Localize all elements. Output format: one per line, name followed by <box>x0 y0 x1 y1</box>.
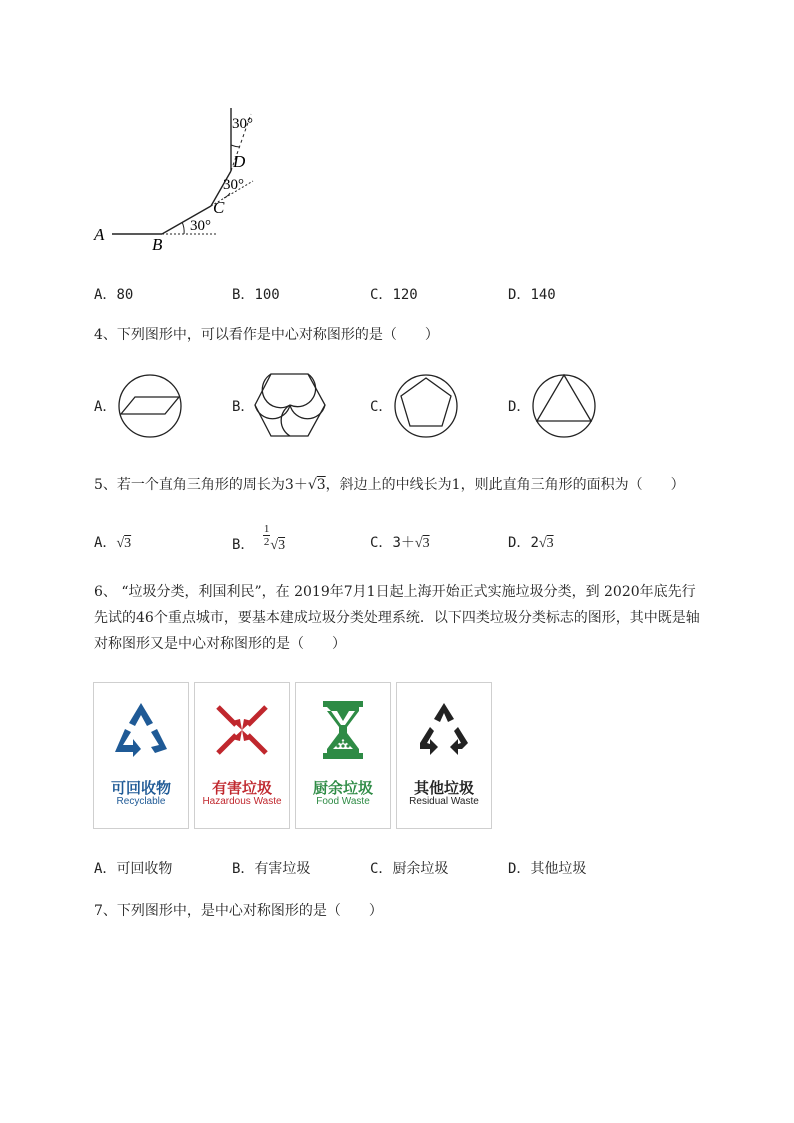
q4-option-c-letter: C． <box>370 399 393 415</box>
card-title-en: Hazardous Waste <box>202 796 282 807</box>
q6-stem-line3: 对称图形又是中心对称图形的是（ ） <box>94 636 346 652</box>
hazard-icon <box>212 699 272 761</box>
card-title-zh: 厨余垃圾 <box>312 779 373 797</box>
circle-triangle-shape <box>531 373 597 439</box>
card-title-zh: 可回收物 <box>110 779 171 797</box>
angle-label-3: 30° <box>232 116 253 132</box>
card-title-en: Residual Waste <box>409 796 479 807</box>
q5-option-a: A．√3 <box>94 535 132 551</box>
q5-option-c: C．3＋√3 <box>370 535 430 551</box>
label-A: A <box>94 225 105 244</box>
q4-option-d-letter: D． <box>508 399 531 415</box>
label-B: B <box>152 235 163 254</box>
q7-stem: 7、下列图形中，是中心对称图形的是（ ） <box>94 903 383 919</box>
q4-stem: 4、下列图形中，可以看作是中心对称图形的是（ ） <box>94 327 439 343</box>
q6-stem-line1: 6、 “垃圾分类，利国利民”，在 2019年7月1日起上海开始正式实施垃圾分类，到 2020年底先行 <box>94 584 696 600</box>
recycle-icon <box>111 699 171 761</box>
label-C: C <box>213 198 225 217</box>
circle-pentagon-shape <box>393 373 459 439</box>
residual-icon <box>414 699 474 761</box>
q3-option-a: A．80 <box>94 287 134 303</box>
q6-option-d: D．其他垃圾 <box>508 861 587 877</box>
angle-label-2: 30° <box>223 177 244 193</box>
q6-option-b: B．有害垃圾 <box>232 861 311 877</box>
q4-option-a-letter: A． <box>94 399 117 415</box>
q4-option-b-letter: B． <box>232 399 255 415</box>
angle-label-1: 30° <box>190 218 211 234</box>
q6-option-c: C．厨余垃圾 <box>370 861 449 877</box>
circle-parallelogram-shape <box>117 373 183 439</box>
q6-stem-line2: 先试的46个重点城市，要基本建成垃圾分类处理系统．以下四类垃圾分类标志的图形，其中既是轴 <box>94 610 700 626</box>
card-title-en: Food Waste <box>316 796 370 807</box>
q5-stem: 5、若一个直角三角形的周长为3＋√3，斜边上的中线长为1，则此直角三角形的面积为（ ） <box>94 477 685 493</box>
q5-option-d: D．2√3 <box>508 535 554 551</box>
bent-path-figure <box>88 100 268 255</box>
q3-option-c: C．120 <box>370 287 418 303</box>
card-title-en: Recyclable <box>116 796 166 807</box>
card-title-zh: 其他垃圾 <box>413 779 474 797</box>
q5-option-b: B． $\frac{1}{2}$ √3 <box>232 523 286 553</box>
label-D: D <box>233 152 246 171</box>
q3-option-d: D．140 <box>508 287 556 303</box>
waste-card-residual <box>396 682 492 829</box>
hourglass-icon <box>313 699 373 761</box>
hexagon-arcs-shape <box>253 370 327 440</box>
q6-option-a: A．可回收物 <box>94 861 173 877</box>
waste-card-food <box>295 682 391 829</box>
sqrt-sign: √ <box>307 477 317 493</box>
card-title-zh: 有害垃圾 <box>211 779 272 797</box>
waste-card-recyclable <box>93 682 189 829</box>
q3-option-b: B．100 <box>232 287 280 303</box>
waste-card-hazardous <box>194 682 290 829</box>
